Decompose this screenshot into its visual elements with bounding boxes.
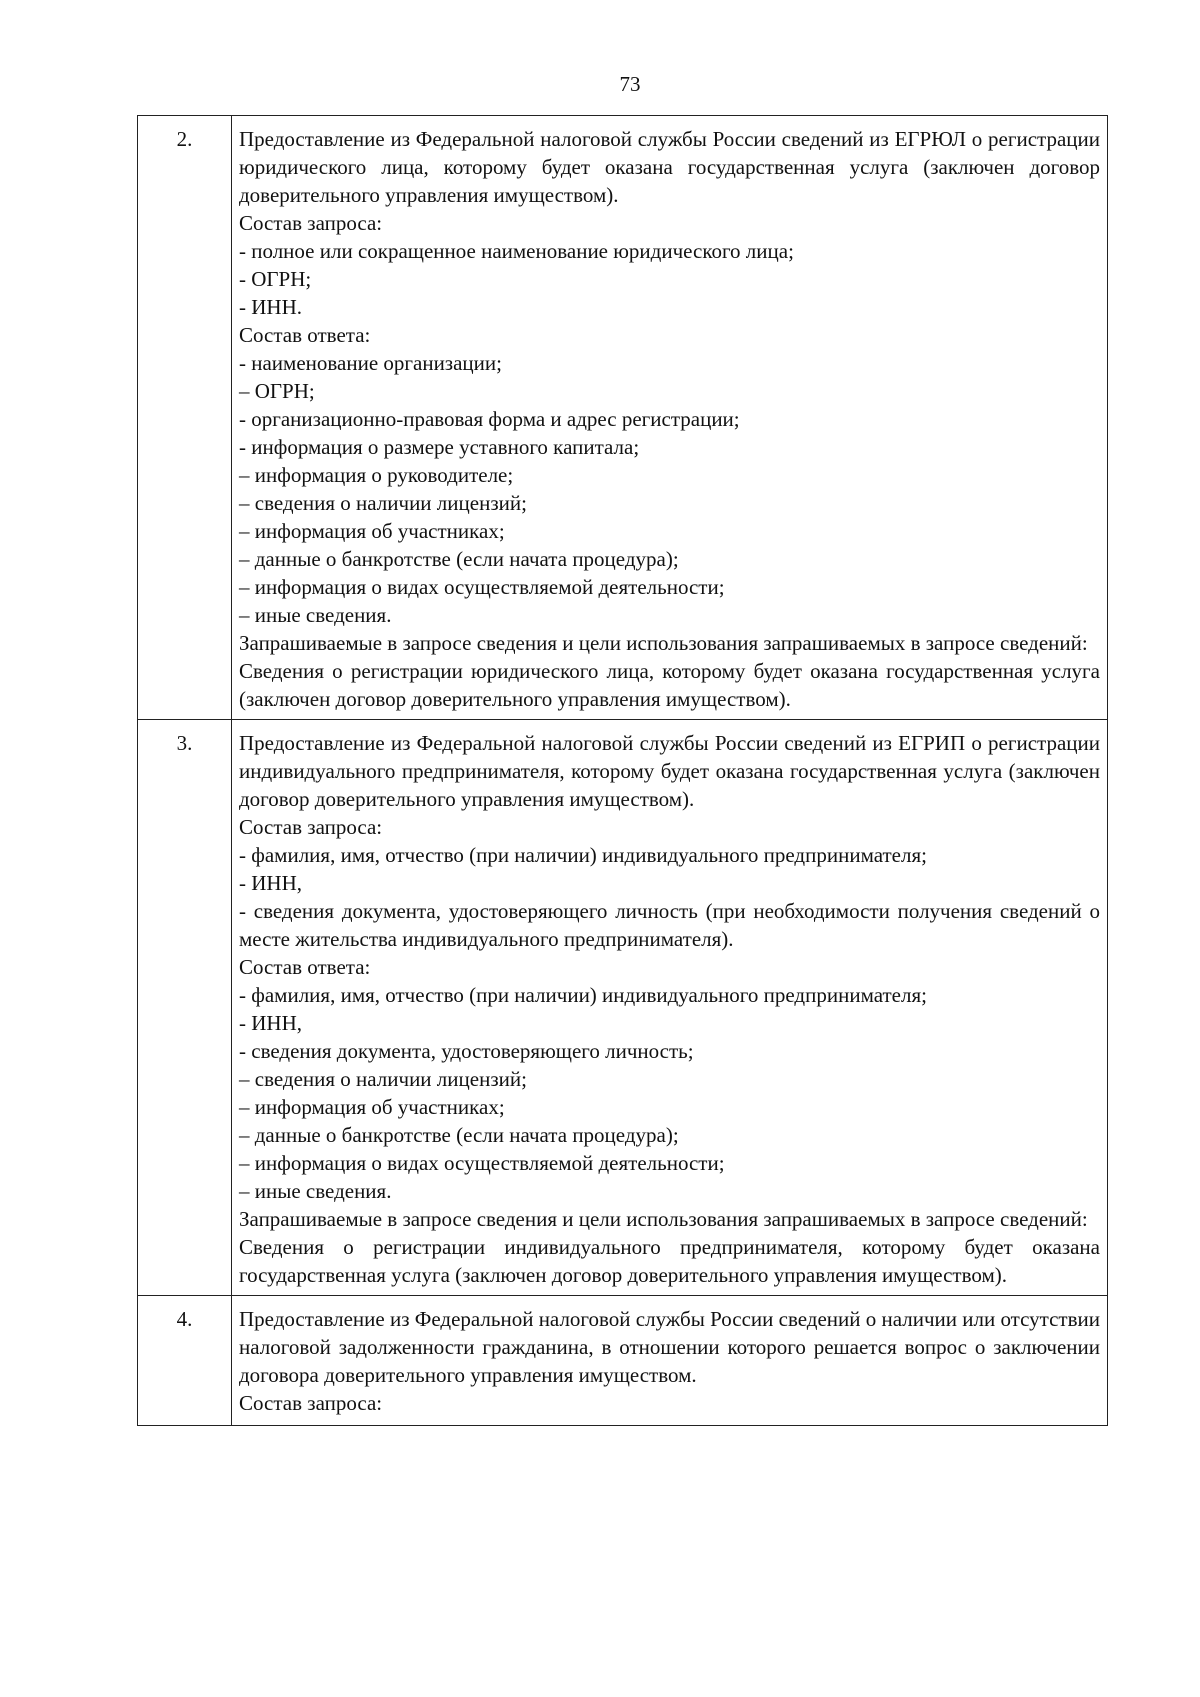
row-number-cell: 3.: [138, 720, 232, 1296]
services-table: [137, 115, 1108, 1426]
row-paragraph: – сведения о наличии лицензий;: [239, 1067, 527, 1091]
row-paragraph: Предоставление из Федеральной налоговой службы России сведений из ЕГРИП о регистрации индивидуального предпринимателя, которому будет оказана государственная услуга (заключен договор доверительного управления имуществом).: [239, 731, 1100, 811]
row-paragraph: – информация о видах осуществляемой деятельности;: [239, 575, 725, 599]
row-paragraph: – информация об участниках;: [239, 519, 505, 543]
row-paragraph: - информация о размере уставного капитала;: [239, 435, 640, 459]
row-paragraph: Предоставление из Федеральной налоговой службы России сведений из ЕГРЮЛ о регистрации юридического лица, которому будет оказана государственная услуга (заключен договор доверительного управления имуществом).: [239, 127, 1100, 207]
row-paragraph: – ОГРН;: [239, 379, 315, 403]
table-row: [138, 720, 1108, 1296]
row-paragraph: – информация об участниках;: [239, 1095, 505, 1119]
row-content-cell: [232, 116, 1108, 720]
row-paragraph: – сведения о наличии лицензий;: [239, 491, 527, 515]
row-content-cell: [232, 1296, 1108, 1426]
table-row: [138, 1296, 1108, 1426]
row-paragraph: - сведения документа, удостоверяющего личность (при необходимости получения сведений о месте жительства индивидуального предпринимателя).: [239, 899, 1100, 951]
row-paragraph: – информация о видах осуществляемой деятельности;: [239, 1151, 725, 1175]
row-paragraph: – информация о руководителе;: [239, 463, 514, 487]
row-paragraph: - ИНН,: [239, 1011, 302, 1035]
row-paragraph: - организационно-правовая форма и адрес регистрации;: [239, 407, 740, 431]
row-content-cell: [232, 720, 1108, 1296]
row-paragraph: - фамилия, имя, отчество (при наличии) индивидуального предпринимателя;: [239, 843, 927, 867]
row-paragraph: - полное или сокращенное наименование юридического лица;: [239, 239, 794, 263]
row-paragraph: - ИНН,: [239, 871, 302, 895]
row-paragraph: – данные о банкротстве (если начата процедура);: [239, 547, 679, 571]
row-paragraph: - фамилия, имя, отчество (при наличии) индивидуального предпринимателя;: [239, 983, 927, 1007]
table-row: [138, 116, 1108, 720]
row-paragraph: – данные о банкротстве (если начата процедура);: [239, 1123, 679, 1147]
row-paragraph: Состав ответа:: [239, 323, 371, 347]
row-paragraph: - ОГРН;: [239, 267, 312, 291]
row-paragraph: – иные сведения.: [239, 1179, 392, 1203]
row-paragraph: – иные сведения.: [239, 603, 392, 627]
row-paragraph: Состав запроса:: [239, 815, 383, 839]
row-paragraph: - ИНН.: [239, 295, 302, 319]
row-paragraph: Состав запроса:: [239, 1391, 383, 1415]
row-paragraph: Запрашиваемые в запросе сведения и цели использования запрашиваемых в запросе сведений:: [239, 1207, 1088, 1231]
row-paragraph: Запрашиваемые в запросе сведения и цели использования запрашиваемых в запросе сведений:: [239, 631, 1088, 655]
row-number-cell: 4.: [138, 1296, 232, 1426]
row-paragraph: Предоставление из Федеральной налоговой службы России сведений о наличии или отсутствии налоговой задолженности гражданина, в отношении которого решается вопрос о заключении договора доверительного управления имуществом.: [239, 1307, 1100, 1387]
row-paragraph: - сведения документа, удостоверяющего личность;: [239, 1039, 694, 1063]
row-paragraph: Состав запроса:: [239, 211, 383, 235]
page-number: 73: [619, 72, 641, 96]
row-paragraph: - наименование организации;: [239, 351, 502, 375]
row-paragraph: Сведения о регистрации индивидуального предпринимателя, которому будет оказана государственная услуга (заключен договор доверительного управления имуществом).: [239, 1235, 1100, 1287]
row-paragraph: Состав ответа:: [239, 955, 371, 979]
row-paragraph: Сведения о регистрации юридического лица, которому будет оказана государственная услуга (заключен договор доверительного управления имуществом).: [239, 659, 1100, 711]
row-number-cell: 2.: [138, 116, 232, 720]
